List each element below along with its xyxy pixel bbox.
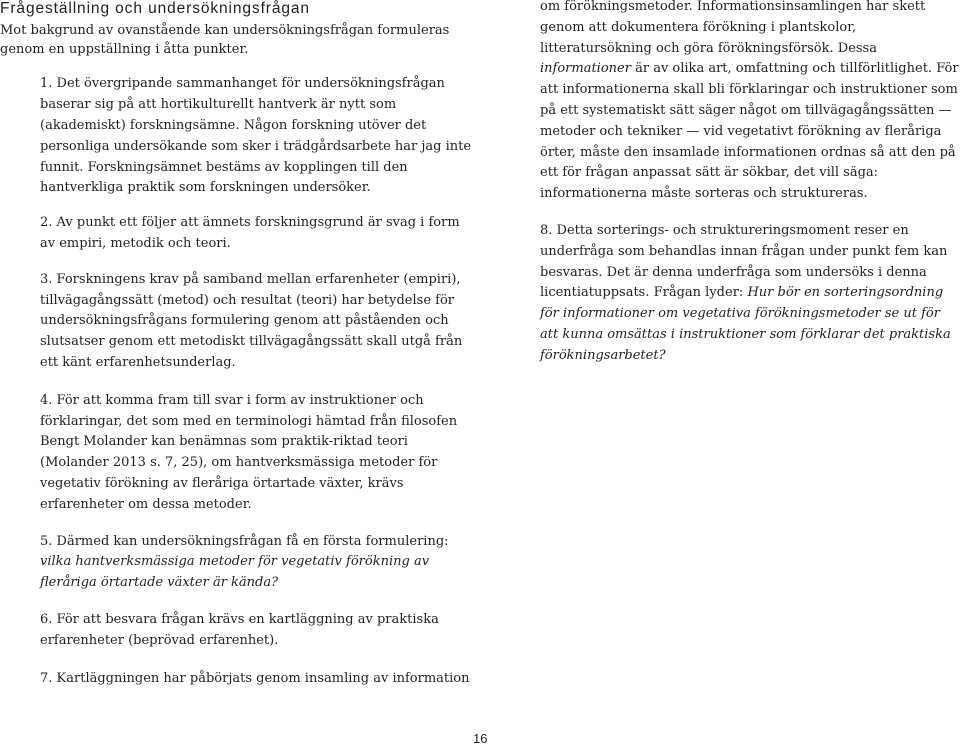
section-heading: Frågeställning och undersökningsfrågan — [0, 0, 310, 17]
left-column — [0, 0, 476, 689]
point-text: är av olika art, omfattning och tillförlitlighet. För att informationerna skall bli förklaringar och instruktioner som på ett systematiskt sätt säger något om tillvägagångssätten — metoder och tekniker — vid vegetativt förökning av fleråriga örter, måste den insamlade informationen ordnas så att den på ett för frågan anpassat sätt är sökbar, det vill säga: informationerna måste sorteras och struktureras. — [540, 61, 959, 202]
point-text: om förökningsmetoder. Informationsinsamlingen har skett genom att dokumentera förökning i plantskolor, litteratursökning och göra förökningsförsök. Dessa — [540, 0, 926, 56]
point-text: Forskningens krav på samband mellan erfarenheter (empiri), tillvägagångssätt (metod) och resultat (teori) har betydelse för undersökningsfrågans formulering genom att påståenden och slutsatser genom ett metodiskt tillvägagångssätt skall utgå från ett känt erfarenhetsunderlag. — [40, 271, 463, 370]
emphasis-italic: informationer — [540, 61, 631, 77]
intro-paragraph: Mot bakgrund av ovanstående kan undersökningsfrågan formuleras genom en uppställning i åtta punkter. — [0, 23, 450, 58]
point-number: 1. — [40, 76, 53, 92]
point-3 — [0, 270, 476, 374]
point-2 — [0, 213, 476, 255]
research-question-italic: vilka hantverksmässiga metoder för vegetativ förökning av fleråriga örtartade växter är kända? — [40, 554, 430, 591]
point-text: Av punkt ett följer att ämnets forskningsgrund är svag i form av empiri, metodik och teori. — [40, 215, 460, 251]
point-7 — [0, 669, 476, 690]
point-6 — [0, 610, 476, 652]
point-text: Därmed kan undersökningsfrågan få en första formulering: — [56, 533, 449, 549]
point-text: Kartläggningen har påbörjats genom insamling av information — [56, 670, 470, 686]
point-number: 3. — [40, 271, 53, 287]
point-5 — [0, 532, 476, 594]
point-text: Det övergripande sammanhanget för undersökningsfrågan baserar sig på att hortikulturellt hantverk är nytt som (akademiskt) forskningsämne. Någon forskning utöver det personliga undersökande som sker i trädgårdsarbete har jag inte funnit. Forskningsämnet bestäms av kopplingen till den hantverkliga praktik som forskningen undersöker. — [40, 76, 472, 196]
sub-question-italic: Hur bör en sorteringsordning för informationer om vegetativa förökningsmetoder se ut för att kunna omsättas i instruktioner som förklarar det praktiska förökningsarbetet? — [540, 285, 951, 363]
point-text: För att komma fram till svar i form av instruktioner och förklaringar, det som med en terminologi hämtad från filosofen Bengt Molander kan benämnas som praktik-riktad teori (Molander 2013 s. 7, 25), om hantverksmässiga metoder för vegetativ förökning av fleråriga örtartade växter, krävs erfarenheter om dessa metoder. — [40, 392, 458, 512]
point-7-continuation — [540, 0, 960, 205]
point-text: För att besvara frågan krävs en kartläggning av praktiska erfarenheter (beprövad erfarenhet). — [40, 611, 439, 648]
point-number: 2. — [40, 215, 53, 231]
page-number: 16 — [473, 731, 488, 746]
point-number: 6. — [40, 611, 53, 627]
point-text: Detta sorterings- och struktureringsmoment reser en underfråga som behandlas innan frågan under punkt fem kan besvaras. Det är denna underfråga som undersöks i denna licentiatuppsats. Frågan lyder: — [540, 222, 948, 301]
point-8 — [540, 221, 960, 367]
point-number: 5. — [40, 533, 53, 549]
point-number: 8. — [540, 222, 553, 238]
point-number: 7. — [40, 670, 53, 686]
point-number: 4. — [40, 392, 53, 408]
right-column — [540, 0, 960, 367]
point-1 — [0, 74, 476, 199]
point-4 — [0, 391, 476, 516]
